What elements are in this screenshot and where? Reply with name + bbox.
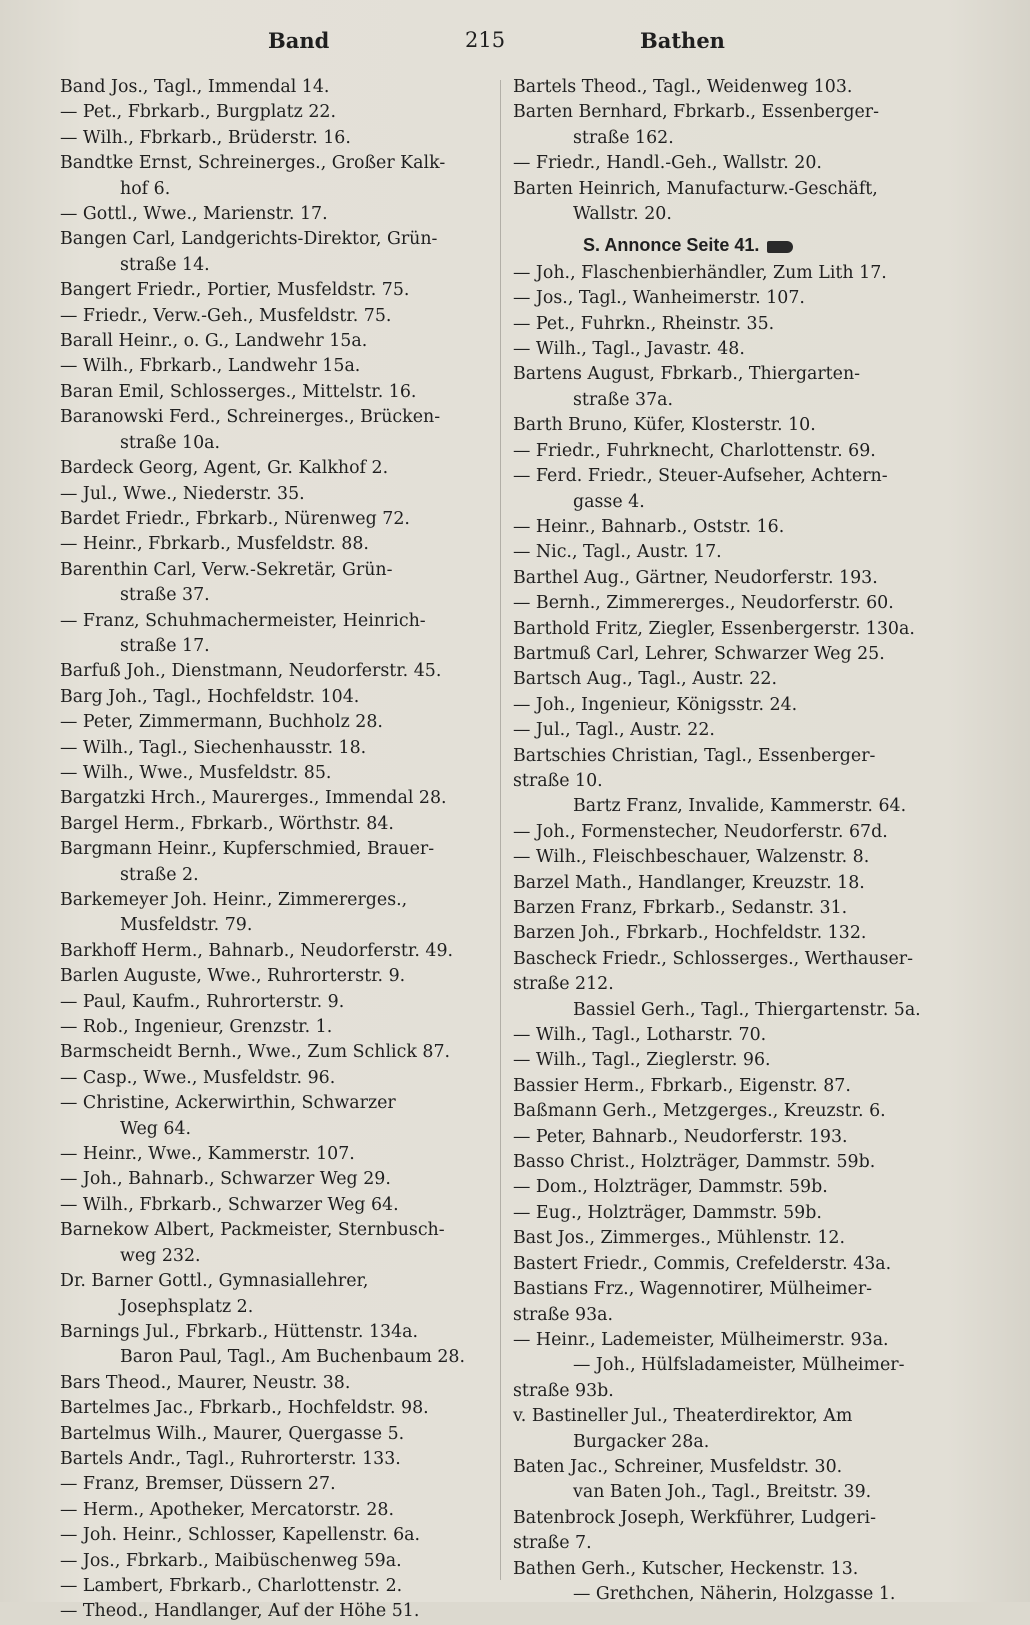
list-item: Bassier Herm., Fbrkarb., Eigenstr. 87. xyxy=(513,1075,851,1096)
list-item: Barkemeyer Joh. Heinr., Zimmererges., xyxy=(60,890,408,910)
page-header xyxy=(0,28,1030,68)
advertisement-notice xyxy=(513,233,983,258)
list-item: Bargmann Heinr., Kupferschmied, Brauer- xyxy=(60,839,435,860)
list-item: — Dom., Holzträger, Dammstr. 59b. xyxy=(513,1177,828,1198)
list-item: straße 2. xyxy=(120,864,199,885)
list-item: — Wilh., Wwe., Musfeldstr. 85. xyxy=(60,762,332,783)
list-item: weg 232. xyxy=(120,1245,201,1266)
list-item: — Franz, Bremser, Düssern 27. xyxy=(60,1474,336,1495)
list-item: Barall Heinr., o. G., Landwehr 15a. xyxy=(60,331,368,352)
list-item: straße 37. xyxy=(120,585,210,606)
list-item: Baranowski Ferd., Schreinerges., Brücken- xyxy=(60,407,441,428)
list-item: — Wilh., Tagl., Javastr. 48. xyxy=(513,339,745,360)
list-item: — Theod., Handlanger, Auf der Höhe 51. xyxy=(60,1601,420,1622)
list-item: Bastert Friedr., Commis, Crefelderstr. 43a. xyxy=(513,1253,892,1274)
list-item: — Wilh., Tagl., Zieglerstr. 96. xyxy=(513,1050,771,1071)
list-item: — Heinr., Lademeister, Mülheimerstr. 93a. xyxy=(513,1329,889,1350)
list-item: Bars Theod., Maurer, Neustr. 38. xyxy=(60,1372,351,1393)
list-item: — Friedr., Fuhrknecht, Charlottenstr. 69. xyxy=(513,440,876,461)
list-item: — Casp., Wwe., Musfeldstr. 96. xyxy=(60,1067,336,1088)
list-item: Barg Joh., Tagl., Hochfeldstr. 104. xyxy=(60,686,360,707)
list-item: Baron Paul, Tagl., Am Buchenbaum 28. xyxy=(120,1347,466,1368)
list-item: Barmscheidt Bernh., Wwe., Zum Schlick 87. xyxy=(60,1042,451,1063)
list-item: Barthold Fritz, Ziegler, Essenbergerstr. 130a. xyxy=(513,618,915,639)
list-item: straße 93a. xyxy=(513,1304,614,1325)
list-item: Bargatzki Hrch., Maurerges., Immendal 28. xyxy=(60,788,447,809)
list-item: straße 93b. xyxy=(513,1380,614,1401)
list-item: — Lambert, Fbrkarb., Charlottenstr. 2. xyxy=(60,1575,403,1596)
list-item: Bartels Andr., Tagl., Ruhrorterstr. 133. xyxy=(60,1448,401,1469)
list-item: Bartens August, Fbrkarb., Thiergarten- xyxy=(513,364,861,385)
list-item: Bassiel Gerh., Tagl., Thiergartenstr. 5a. xyxy=(573,999,921,1020)
left-column xyxy=(60,75,490,1625)
list-item: — Wilh., Fbrkarb., Schwarzer Weg 64. xyxy=(60,1194,399,1215)
list-item: Bartelmes Jac., Fbrkarb., Hochfeldstr. 98. xyxy=(60,1398,429,1419)
pointing-hand-icon xyxy=(767,241,793,253)
list-item: Bastians Frz., Wagennotirer, Mülheimer- xyxy=(513,1279,873,1300)
list-item: — Wilh., Fbrkarb., Brüderstr. 16. xyxy=(60,127,351,148)
header-left-keyword: Band xyxy=(268,28,330,53)
list-item: Weg 64. xyxy=(120,1118,192,1139)
list-item: — Heinr., Bahnarb., Oststr. 16. xyxy=(513,516,785,537)
list-item: — Jul., Wwe., Niederstr. 35. xyxy=(60,483,305,504)
list-item: Barenthin Carl, Verw.-Sekretär, Grün- xyxy=(60,559,393,580)
list-item: Burgacker 28a. xyxy=(573,1431,710,1452)
right-column xyxy=(513,75,983,1607)
list-item: — Ferd. Friedr., Steuer-Aufseher, Achtern- xyxy=(513,466,888,487)
list-item: Bartmuß Carl, Lehrer, Schwarzer Weg 25. xyxy=(513,643,885,664)
list-item: straße 37a. xyxy=(573,389,674,410)
list-item: Wallstr. 20. xyxy=(573,204,672,225)
list-item: Musfeldstr. 79. xyxy=(120,915,253,936)
list-item: straße 17. xyxy=(120,635,210,656)
list-item: — Paul, Kaufm., Ruhrorterstr. 9. xyxy=(60,991,345,1012)
list-item: hof 6. xyxy=(120,178,171,199)
list-item: Band Jos., Tagl., Immendal 14. xyxy=(60,77,330,97)
list-item: — Wilh., Tagl., Siechenhausstr. 18. xyxy=(60,737,367,758)
list-item: Josephsplatz 2. xyxy=(120,1296,254,1317)
list-item: — Eug., Holzträger, Dammstr. 59b. xyxy=(513,1202,822,1223)
list-item: Bartschies Christian, Tagl., Essenberger- xyxy=(513,745,876,766)
list-item: — Joh., Hülfsladameister, Mülheimer- xyxy=(573,1355,905,1376)
page-number: 215 xyxy=(465,28,506,52)
list-item: Baran Emil, Schlosserges., Mittelstr. 16. xyxy=(60,381,417,402)
list-item: van Baten Joh., Tagl., Breitstr. 39. xyxy=(573,1482,872,1503)
list-item: Bartels Theod., Tagl., Weidenweg 103. xyxy=(513,77,853,97)
list-item: Barth Bruno, Küfer, Klosterstr. 10. xyxy=(513,415,816,436)
list-item: Bargel Herm., Fbrkarb., Wörthstr. 84. xyxy=(60,813,394,834)
list-item: Baßmann Gerh., Metzgerges., Kreuzstr. 6. xyxy=(513,1101,886,1122)
list-item: — Wilh., Fleischbeschauer, Walzenstr. 8. xyxy=(513,847,870,868)
list-item: — Wilh., Fbrkarb., Landwehr 15a. xyxy=(60,356,361,377)
list-item: — Heinr., Fbrkarb., Musfeldstr. 88. xyxy=(60,534,369,555)
list-item: Barzen Franz, Fbrkarb., Sedanstr. 31. xyxy=(513,898,848,918)
list-item: Bartz Franz, Invalide, Kammerstr. 64. xyxy=(573,796,907,817)
list-item: — Peter, Zimmermann, Buchholz 28. xyxy=(60,712,383,733)
list-item: straße 162. xyxy=(573,127,674,148)
list-item: — Joh., Formenstecher, Neudorferstr. 67d. xyxy=(513,821,888,842)
notice-text: S. Annonce Seite 41. xyxy=(583,235,760,256)
list-item: — Jos., Fbrkarb., Maibüschenweg 59a. xyxy=(60,1550,402,1571)
list-item: Bathen Gerh., Kutscher, Heckenstr. 13. xyxy=(513,1558,859,1579)
list-item: — Pet., Fuhrkn., Rheinstr. 35. xyxy=(513,313,775,334)
list-item: straße 10a. xyxy=(120,432,221,453)
list-item: gasse 4. xyxy=(573,491,645,512)
list-item: — Pet., Fbrkarb., Burgplatz 22. xyxy=(60,102,336,123)
list-item: Barnekow Albert, Packmeister, Sternbusch- xyxy=(60,1220,445,1241)
list-item: Barten Bernhard, Fbrkarb., Essenberger- xyxy=(513,102,879,123)
list-item: — Herm., Apotheker, Mercatorstr. 28. xyxy=(60,1499,395,1520)
list-item: Bardeck Georg, Agent, Gr. Kalkhof 2. xyxy=(60,458,389,479)
list-item: Baten Jac., Schreiner, Musfeldstr. 30. xyxy=(513,1456,843,1477)
list-item: Barten Heinrich, Manufacturw.-Geschäft, xyxy=(513,178,878,199)
list-item: — Jos., Tagl., Wanheimerstr. 107. xyxy=(513,288,805,309)
list-item: Bascheck Friedr., Schlosserges., Werthauser- xyxy=(513,948,913,969)
list-item: — Grethchen, Näherin, Holzgasse 1. xyxy=(573,1583,896,1604)
list-item: Bartsch Aug., Tagl., Austr. 22. xyxy=(513,669,777,690)
list-item: Bangen Carl, Landgerichts-Direktor, Grün- xyxy=(60,229,438,250)
list-item: straße 10. xyxy=(513,770,603,791)
list-item: Barlen Auguste, Wwe., Ruhrorterstr. 9. xyxy=(60,966,406,987)
list-item: Barkhoff Herm., Bahnarb., Neudorferstr. 49. xyxy=(60,940,454,961)
list-item: — Jul., Tagl., Austr. 22. xyxy=(513,720,715,741)
list-item: Barzen Joh., Fbrkarb., Hochfeldstr. 132. xyxy=(513,923,867,944)
list-item: — Christine, Ackerwirthin, Schwarzer xyxy=(60,1093,396,1114)
list-item: Bandtke Ernst, Schreinerges., Großer Kalk- xyxy=(60,153,446,174)
list-item: — Nic., Tagl., Austr. 17. xyxy=(513,542,722,563)
list-item: Bangert Friedr., Portier, Musfeldstr. 75. xyxy=(60,280,410,301)
list-item: — Wilh., Tagl., Lotharstr. 70. xyxy=(513,1025,767,1046)
list-item: — Heinr., Wwe., Kammerstr. 107. xyxy=(60,1144,355,1165)
list-item: — Joh., Bahnarb., Schwarzer Weg 29. xyxy=(60,1169,391,1190)
list-item: — Bernh., Zimmererges., Neudorferstr. 60. xyxy=(513,593,894,614)
list-item: Dr. Barner Gottl., Gymnasiallehrer, xyxy=(60,1271,369,1292)
list-item: Barthel Aug., Gärtner, Neudorferstr. 193. xyxy=(513,567,878,588)
list-item: Bartelmus Wilh., Maurer, Quergasse 5. xyxy=(60,1423,405,1444)
list-item: — Joh., Flaschenbierhändler, Zum Lith 17. xyxy=(513,262,887,283)
list-item: — Joh., Ingenieur, Königsstr. 24. xyxy=(513,694,798,715)
list-item: — Franz, Schuhmachermeister, Heinrich- xyxy=(60,610,426,631)
list-item: — Gottl., Wwe., Marienstr. 17. xyxy=(60,204,328,225)
column-divider xyxy=(500,80,501,1580)
list-item: — Joh. Heinr., Schlosser, Kapellenstr. 6a. xyxy=(60,1525,421,1546)
list-item: Barnings Jul., Fbrkarb., Hüttenstr. 134a. xyxy=(60,1321,419,1342)
list-item: Basso Christ., Holzträger, Dammstr. 59b. xyxy=(513,1152,876,1173)
list-item: Barzel Math., Handlanger, Kreuzstr. 18. xyxy=(513,872,865,893)
list-item: Bast Jos., Zimmerges., Mühlenstr. 12. xyxy=(513,1228,845,1249)
list-item: v. Bastineller Jul., Theaterdirektor, Am xyxy=(513,1406,853,1427)
list-item: — Rob., Ingenieur, Grenzstr. 1. xyxy=(60,1017,333,1038)
list-item: Bardet Friedr., Fbrkarb., Nürenweg 72. xyxy=(60,508,410,529)
list-item: — Peter, Bahnarb., Neudorferstr. 193. xyxy=(513,1126,848,1147)
list-item: straße 7. xyxy=(513,1533,592,1554)
list-item: straße 212. xyxy=(513,974,614,995)
list-item: straße 14. xyxy=(120,254,210,275)
list-item: Barfuß Joh., Dienstmann, Neudorferstr. 45. xyxy=(60,661,442,682)
header-right-keyword: Bathen xyxy=(640,28,725,53)
list-item: Batenbrock Joseph, Werkführer, Ludgeri- xyxy=(513,1507,876,1528)
list-item: — Friedr., Verw.-Geh., Musfeldstr. 75. xyxy=(60,305,392,326)
list-item: — Friedr., Handl.-Geh., Wallstr. 20. xyxy=(513,153,822,174)
